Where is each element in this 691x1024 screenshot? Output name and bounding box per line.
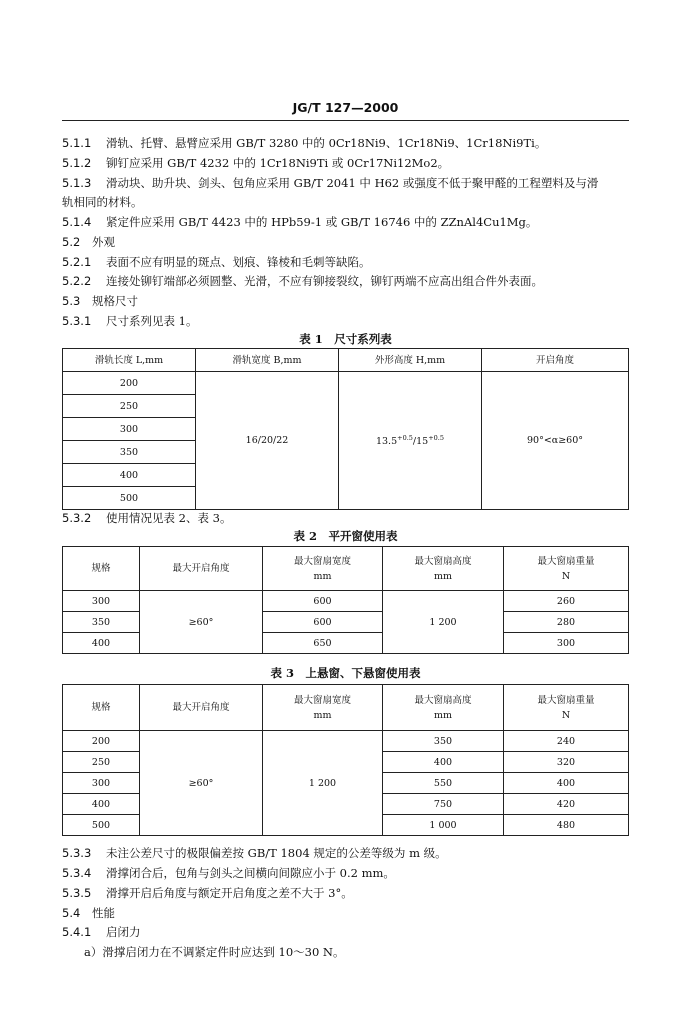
weight-cell: 420 <box>504 794 629 815</box>
clause-text: 连接处铆钉端部必须圆整、光滑，不应有铆接裂纹，铆钉两端不应高出组合件外表面。 <box>106 274 543 288</box>
column-header: 最大开启角度 <box>140 685 263 731</box>
table-row <box>63 591 629 612</box>
clause-5-3-5 <box>62 886 353 900</box>
column-header-label: 最大窗扇高度 <box>414 555 472 567</box>
spec-cell: 400 <box>63 633 140 654</box>
clause-text: 滑动块、助升块、剑头、包角应采用 GB/T 2041 中 H62 或强度不低于聚甲醛的工程塑料及与滑 <box>106 176 599 190</box>
weight-cell: 400 <box>504 773 629 794</box>
table2-caption: 表 2 平开窗使用表 <box>293 529 398 543</box>
clause-number: 5.3.5 <box>62 886 92 900</box>
column-header-unit: N <box>561 570 571 582</box>
column-header-unit: mm <box>433 570 453 582</box>
width-cell: 650 <box>263 633 383 654</box>
column-header <box>383 685 504 731</box>
table3-caption: 表 3 上悬窗、下悬窗使用表 <box>270 666 421 680</box>
clause-5-4 <box>62 906 115 920</box>
column-header-unit: mm <box>313 570 332 582</box>
clause-number: 5.4 <box>62 906 81 920</box>
clause-number: 5.1.1 <box>62 136 92 150</box>
length-cell: 200 <box>63 372 196 395</box>
length-cell: 500 <box>63 487 196 510</box>
weight-cell: 240 <box>504 731 629 752</box>
column-header-unit: N <box>561 709 571 721</box>
table-casement-window <box>62 546 629 654</box>
column-header: 滑轨长度 L,mm <box>63 349 196 372</box>
clause-5-1-2 <box>62 156 449 170</box>
height-cell: 1 000 <box>383 815 504 836</box>
column-header-label: 最大窗扇宽度 <box>293 694 351 706</box>
clause-text: 表面不应有明显的斑点、划痕、锋棱和毛刺等缺陷。 <box>106 255 371 269</box>
clause-number: 5.2.1 <box>62 255 92 269</box>
clause-number: 5.3.1 <box>62 314 92 328</box>
clause-number: 5.3.2 <box>62 511 92 525</box>
clause-text: 性能 <box>92 906 115 920</box>
clause-5-2-2 <box>62 274 543 288</box>
weight-cell: 260 <box>504 591 629 612</box>
clause-text: 滑轨、托臂、悬臂应采用 GB/T 3280 中的 0Cr18Ni9、1Cr18Ni9、1Cr18Ni9Ti。 <box>106 136 547 150</box>
angle-cell: ≥60° <box>140 591 263 654</box>
clause-5-4-1-a: a）滑撑启闭力在不调紧定件时应达到 10～30 N。 <box>84 945 345 959</box>
height-cell <box>339 372 482 510</box>
weight-cell: 320 <box>504 752 629 773</box>
clause-5-2 <box>62 235 115 249</box>
spec-cell: 300 <box>63 591 140 612</box>
spec-cell: 500 <box>63 815 140 836</box>
clause-5-3-4 <box>62 866 395 880</box>
clause-number: 5.1.2 <box>62 156 92 170</box>
clause-text: 外观 <box>92 235 115 249</box>
page-header: JG/T 127—2000 <box>62 100 629 121</box>
spec-cell: 350 <box>63 612 140 633</box>
angle-cell: ≥60° <box>140 731 263 836</box>
clause-5-1-4 <box>62 215 537 229</box>
clause-text: 紧定件应采用 GB/T 4423 中的 HPb59-1 或 GB/T 16746 中的 ZZnAl4Cu1Mg。 <box>106 215 538 229</box>
column-header-label: 最大窗扇高度 <box>414 694 472 706</box>
clause-text: 规格尺寸 <box>92 294 138 308</box>
clause-text: 滑撑开启后角度与额定开启角度之差不大于 3°。 <box>106 886 353 900</box>
column-header-unit: mm <box>433 709 453 721</box>
spec-cell: 250 <box>63 752 140 773</box>
width-cell: 16/20/22 <box>196 372 339 510</box>
clause-5-3 <box>62 294 138 308</box>
height-cell: 550 <box>383 773 504 794</box>
column-header: 开启角度 <box>482 349 629 372</box>
clause-number: 5.3.3 <box>62 846 92 860</box>
clause-5-3-1 <box>62 314 197 328</box>
clause-number: 5.4.1 <box>62 925 92 939</box>
clause-text: 铆钉应采用 GB/T 4232 中的 1Cr18Ni9Ti 或 0Cr17Ni12Mo2。 <box>106 156 450 170</box>
clause-5-1-1 <box>62 136 546 150</box>
column-header: 滑轨宽度 B,mm <box>196 349 339 372</box>
clause-5-3-2 <box>62 511 231 525</box>
table-size-series <box>62 348 629 510</box>
clause-number: 5.1.4 <box>62 215 92 229</box>
length-cell: 300 <box>63 418 196 441</box>
clause-text: 滑撑闭合后，包角与剑头之间横向间隙应小于 0.2 mm。 <box>106 866 395 880</box>
clause-number: 5.3.4 <box>62 866 92 880</box>
column-header <box>263 547 383 591</box>
table-header-row <box>63 349 629 372</box>
width-cell: 1 200 <box>263 731 383 836</box>
clause-text: 使用情况见表 2、表 3。 <box>106 511 232 525</box>
column-header <box>504 547 629 591</box>
weight-cell: 280 <box>504 612 629 633</box>
column-header: 最大开启角度 <box>140 547 263 591</box>
table-header-row <box>63 547 629 591</box>
clause-5-1-3 <box>62 176 598 190</box>
height-cell: 400 <box>383 752 504 773</box>
width-cell: 600 <box>263 591 383 612</box>
clause-number: 5.2 <box>62 235 81 249</box>
clause-number: 5.3 <box>62 294 81 308</box>
spec-cell: 300 <box>63 773 140 794</box>
table-row <box>63 731 629 752</box>
clause-number: 5.2.2 <box>62 274 92 288</box>
column-header-label: 最大窗扇重量 <box>537 555 595 567</box>
height-cell: 1 200 <box>383 591 504 654</box>
column-header: 规格 <box>63 685 140 731</box>
clause-5-1-3-continued: 轨相同的材料。 <box>62 195 143 209</box>
table1-caption: 表 1 尺寸系列表 <box>299 332 392 346</box>
column-header: 外形高度 H,mm <box>339 349 482 372</box>
table-row <box>63 372 629 395</box>
length-cell: 350 <box>63 441 196 464</box>
clause-text: 启闭力 <box>106 925 141 939</box>
column-header-unit: mm <box>313 709 332 721</box>
column-header <box>263 685 383 731</box>
table-header-row <box>63 685 629 731</box>
tolerance-sup: +0.5 <box>397 433 413 442</box>
weight-cell: 480 <box>504 815 629 836</box>
clause-text: 未注公差尺寸的极限偏差按 GB/T 1804 规定的公差等级为 m 级。 <box>106 846 447 860</box>
column-header: 规格 <box>63 547 140 591</box>
height-base: 13.5 <box>375 436 398 448</box>
clause-text: 尺寸系列见表 1。 <box>106 314 198 328</box>
clause-number: 5.1.3 <box>62 176 92 190</box>
column-header-label: 最大窗扇宽度 <box>293 555 351 567</box>
clause-5-3-3 <box>62 846 447 860</box>
length-cell: 400 <box>63 464 196 487</box>
width-cell: 600 <box>263 612 383 633</box>
length-cell: 250 <box>63 395 196 418</box>
spec-cell: 400 <box>63 794 140 815</box>
column-header <box>504 685 629 731</box>
clause-5-4-1 <box>62 925 141 939</box>
table-top-hung-window <box>62 684 629 836</box>
column-header <box>383 547 504 591</box>
height-cell: 750 <box>383 794 504 815</box>
spec-cell: 200 <box>63 731 140 752</box>
clause-5-2-1 <box>62 255 371 269</box>
height-separator: /15 <box>412 436 429 448</box>
tolerance-sup: +0.5 <box>428 433 445 442</box>
weight-cell: 300 <box>504 633 629 654</box>
column-header-label: 最大窗扇重量 <box>537 694 595 706</box>
angle-cell: 90°<α≥60° <box>482 372 629 510</box>
height-cell: 350 <box>383 731 504 752</box>
